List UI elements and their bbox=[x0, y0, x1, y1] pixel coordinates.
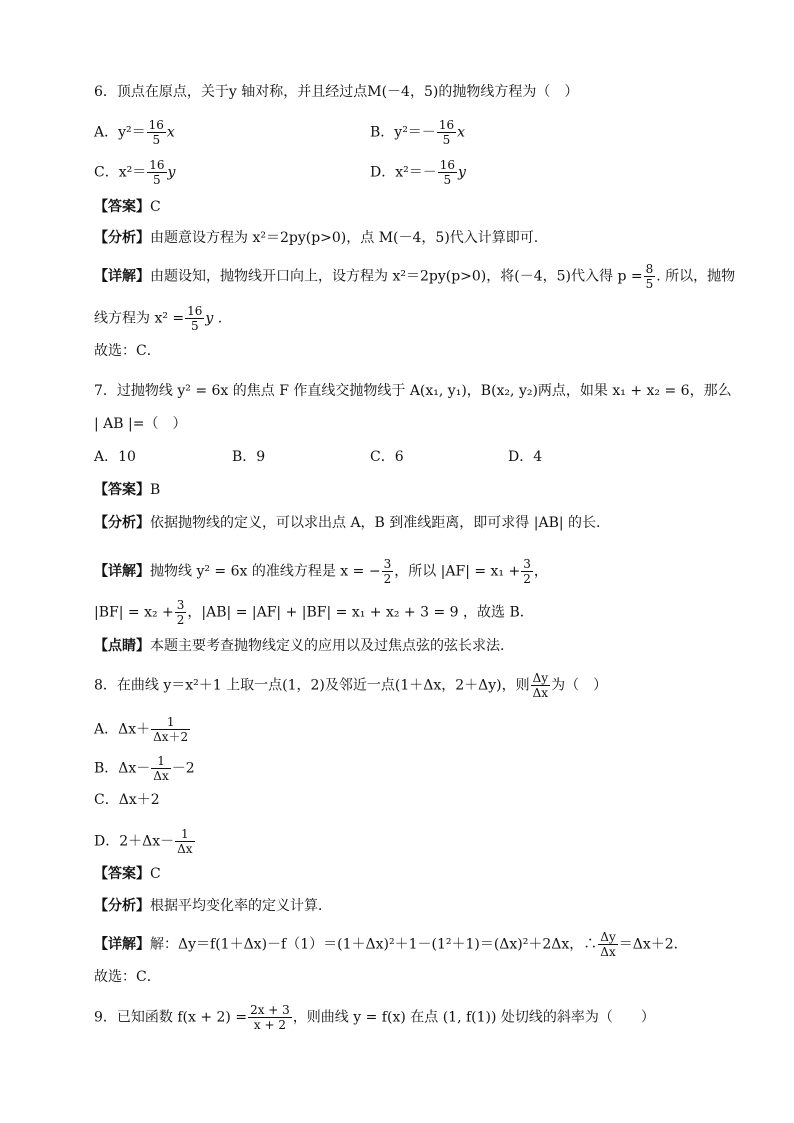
q6-option-c-prefix: C．x²＝ bbox=[94, 164, 147, 181]
q7-comment bbox=[94, 636, 504, 656]
q8-option-c[interactable]: C．Δx＋2 bbox=[94, 792, 160, 808]
detail-text: 线方程为 x² = bbox=[94, 310, 185, 327]
q6-option-d-variable: y bbox=[458, 164, 466, 181]
fraction-denominator: 5 bbox=[153, 173, 161, 187]
fraction-numerator: 3 bbox=[176, 598, 185, 612]
analysis-text: 依据抛物线的定义，可以求出点 A，B 到准线距离，即可求得 |AB| 的长. bbox=[150, 515, 601, 531]
q7-detail-line-1 bbox=[94, 557, 548, 586]
q8-option-b[interactable] bbox=[94, 754, 195, 783]
q6-analysis bbox=[94, 228, 538, 248]
fraction-numerator: 3 bbox=[523, 557, 531, 571]
analysis-text: 根据平均变化率的定义计算． bbox=[150, 898, 332, 914]
q8-option-a[interactable] bbox=[94, 715, 191, 744]
q8-option-d-fraction bbox=[175, 827, 194, 856]
q6-option-c-fraction bbox=[147, 158, 166, 187]
q7-option-b[interactable]: B．9 bbox=[232, 449, 266, 465]
q8-option-a-fraction bbox=[151, 715, 190, 744]
detail-tag: 【详解】 bbox=[94, 936, 150, 953]
detail-fraction bbox=[382, 557, 394, 586]
comment-tag: 【点睛】 bbox=[94, 638, 150, 654]
fraction-numerator: 16 bbox=[439, 158, 456, 172]
q8-option-b-prefix: B．Δx－ bbox=[94, 760, 151, 777]
q8-option-a-prefix: A．Δx＋ bbox=[94, 721, 151, 738]
q6-option-d-prefix: D．x²＝－ bbox=[370, 164, 437, 181]
answer-value: C bbox=[150, 199, 161, 215]
q8-answer bbox=[94, 864, 161, 884]
answer-value: B bbox=[150, 482, 161, 498]
fraction-denominator: Δx bbox=[532, 686, 549, 700]
analysis-tag: 【分析】 bbox=[94, 515, 150, 531]
q6-option-c-variable: y bbox=[167, 164, 176, 181]
fraction-numerator: Δy bbox=[600, 930, 616, 944]
q6-option-a-fraction bbox=[147, 118, 166, 147]
q6-option-b-variable: x bbox=[457, 124, 465, 141]
q7-stem-continued: | AB |=（ ） bbox=[94, 416, 187, 432]
fraction-numerator: 3 bbox=[383, 557, 392, 571]
q7-answer bbox=[94, 480, 160, 500]
q9-stem bbox=[94, 1003, 655, 1032]
fraction-numerator: 1 bbox=[151, 715, 190, 730]
fraction-denominator: x + 2 bbox=[253, 1018, 286, 1032]
detail-text-tail: y . bbox=[205, 310, 223, 327]
q9-stem-text: 9．已知函数 f(x + 2) = bbox=[94, 1009, 248, 1026]
fraction-denominator: Δx bbox=[600, 945, 616, 959]
fraction-denominator: 5 bbox=[442, 133, 451, 147]
detail-text: 解：Δy＝f(1＋Δx)－f（1）＝(1＋Δx)²＋1－(1²＋1)＝(Δx)²＋2Δx，∴ bbox=[150, 936, 598, 953]
detail-tag: 【详解】 bbox=[94, 563, 150, 580]
fraction-numerator: 16 bbox=[148, 118, 164, 132]
fraction-denominator: 5 bbox=[645, 277, 654, 291]
q9-stem-tail: ，则曲线 y = f(x) 在点 (1, f(1)) 处切线的斜率为（ ） bbox=[292, 1009, 655, 1026]
analysis-tag: 【分析】 bbox=[94, 898, 150, 914]
fraction-denominator: 5 bbox=[443, 173, 452, 187]
q6-answer bbox=[94, 197, 161, 217]
q8-option-b-fraction bbox=[151, 754, 170, 783]
detail-text: 由题设知，抛物线开口向上，设方程为 x²＝2py(p>0)，将(－4，5)代入得 p = bbox=[150, 268, 643, 285]
detail-text: 抛物线 y² = 6x 的准线方程是 x = − bbox=[150, 563, 381, 580]
q8-stem-tail: 为（ ） bbox=[551, 677, 608, 694]
detail-text-tail: ， bbox=[533, 563, 548, 580]
detail-fraction bbox=[644, 262, 656, 291]
q8-stem-text: 8．在曲线 y＝x²＋1 上取一点(1，2)及邻近一点(1＋Δx，2＋Δy)，则 bbox=[94, 677, 530, 694]
answer-tag: 【答案】 bbox=[94, 866, 150, 882]
fraction-denominator: Δx bbox=[153, 769, 169, 783]
fraction-numerator: Δy bbox=[532, 671, 549, 685]
detail-text-tail: ＝Δx＋2． bbox=[618, 936, 688, 953]
answer-tag: 【答案】 bbox=[94, 199, 150, 215]
detail-fraction bbox=[185, 304, 204, 333]
comment-text: 本题主要考查抛物线定义的应用以及过焦点弦的弦长求法. bbox=[150, 638, 505, 654]
q6-option-a-prefix: A．y²＝ bbox=[94, 124, 146, 141]
q6-option-a-variable: x bbox=[166, 124, 175, 141]
analysis-text: 由题意设方程为 x²＝2py(p>0)，点 M(－4，5)代入计算即可. bbox=[150, 230, 539, 246]
q6-option-a[interactable] bbox=[94, 118, 175, 147]
q6-option-d[interactable] bbox=[370, 158, 466, 187]
analysis-tag: 【分析】 bbox=[94, 230, 150, 246]
detail-fraction bbox=[598, 930, 617, 959]
fraction-denominator: Δx bbox=[177, 842, 193, 856]
q8-detail bbox=[94, 930, 688, 959]
q8-option-d[interactable] bbox=[94, 827, 196, 856]
fraction-denominator: Δx＋2 bbox=[153, 730, 189, 744]
answer-value: C bbox=[150, 866, 161, 882]
fraction-numerator: 16 bbox=[149, 158, 165, 172]
q6-detail-line-1 bbox=[94, 262, 735, 291]
detail-fraction bbox=[175, 598, 187, 627]
fraction-denominator: 5 bbox=[152, 133, 161, 147]
q7-stem: 7．过抛物线 y² = 6x 的焦点 F 作直线交抛物线于 A(x₁, y₁)，B(x₂, y₂)两点，如果 x₁ + x₂ = 6，那么 bbox=[94, 383, 732, 399]
q6-option-d-fraction bbox=[438, 158, 457, 187]
fraction-numerator: 8 bbox=[645, 262, 654, 276]
detail-fraction bbox=[521, 557, 533, 586]
q6-option-b-fraction bbox=[437, 118, 456, 147]
q7-option-a[interactable]: A．10 bbox=[94, 449, 136, 465]
detail-text-tail: ，|AB| = |AF| + |BF| = x₁ + x₂ + 3 = 9 ，故选 B． bbox=[187, 604, 534, 621]
q8-stem bbox=[94, 671, 607, 700]
detail-text-tail: . 所以，抛物 bbox=[656, 268, 736, 285]
q9-stem-fraction bbox=[248, 1003, 292, 1032]
fraction-numerator: 1 bbox=[151, 754, 170, 769]
q7-option-c[interactable]: C．6 bbox=[370, 449, 404, 465]
detail-text-middle: ，所以 |AF| = x₁ + bbox=[394, 563, 521, 580]
q8-analysis bbox=[94, 896, 332, 916]
fraction-denominator: 2 bbox=[176, 613, 185, 627]
q6-option-b-prefix: B．y²＝－ bbox=[370, 124, 436, 141]
q6-conclusion: 故选：C． bbox=[94, 343, 161, 359]
q6-detail-line-2 bbox=[94, 304, 222, 333]
q8-stem-fraction bbox=[531, 671, 550, 700]
fraction-numerator: 1 bbox=[175, 827, 194, 842]
fraction-numerator: 2x + 3 bbox=[250, 1003, 290, 1017]
fraction-denominator: 2 bbox=[383, 572, 392, 586]
q8-conclusion: 故选：C． bbox=[94, 969, 161, 985]
q7-option-d[interactable]: D．4 bbox=[508, 449, 543, 465]
q6-option-b[interactable] bbox=[370, 118, 465, 147]
fraction-numerator: 16 bbox=[187, 304, 203, 318]
detail-tag: 【详解】 bbox=[94, 268, 150, 285]
q6-stem: 6．顶点在原点，关于y 轴对称，并且经过点M(－4，5)的抛物线方程为（ ） bbox=[94, 84, 579, 100]
q7-detail-line-2 bbox=[94, 598, 534, 627]
q8-option-b-tail: －2 bbox=[171, 760, 195, 777]
fraction-denominator: 2 bbox=[523, 572, 531, 586]
fraction-numerator: 16 bbox=[438, 118, 455, 132]
q7-analysis bbox=[94, 513, 600, 533]
detail-text: |BF| = x₂ + bbox=[94, 604, 174, 621]
answer-tag: 【答案】 bbox=[94, 482, 150, 498]
q8-option-d-prefix: D．2＋Δx－ bbox=[94, 833, 175, 850]
q6-option-c[interactable] bbox=[94, 158, 175, 187]
fraction-denominator: 5 bbox=[190, 319, 199, 333]
